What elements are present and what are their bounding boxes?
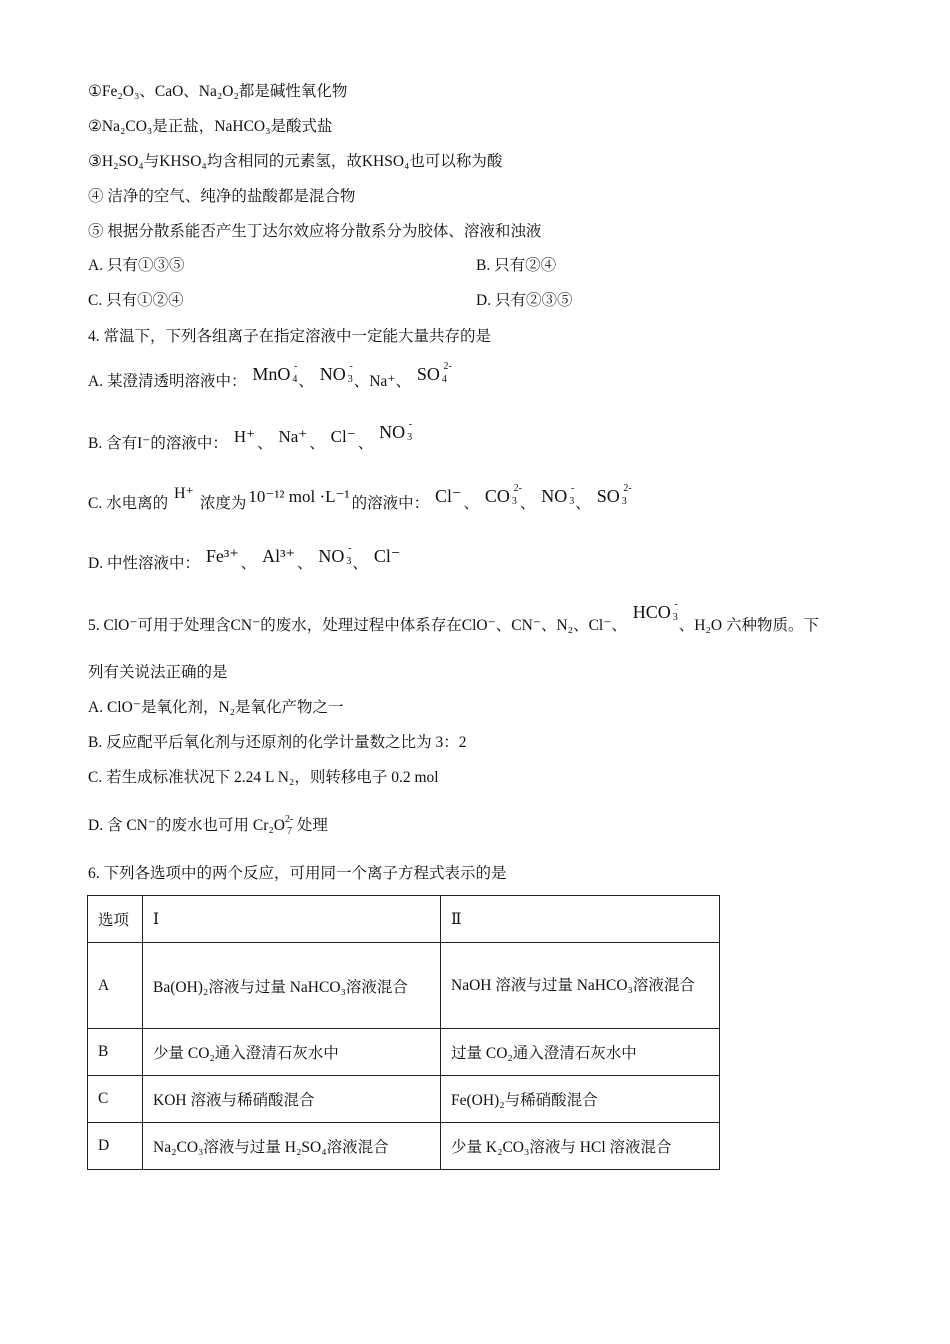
ion-no3-text: NO xyxy=(318,546,345,566)
q4-c-prefix: C. 水电离的 xyxy=(88,495,169,512)
header-option: 选项 xyxy=(88,896,143,943)
statement-2: ②Na₂CO₃是正盐，NaHCO₃是酸式盐 xyxy=(88,118,333,135)
cell-one: 少量 CO₂通入澄清石灰水中 xyxy=(143,1029,441,1076)
q5-d-suffix: 处理 xyxy=(293,817,328,834)
cr2o7-sup: 2- xyxy=(285,814,294,825)
q4-a-prefix: A. 某澄清透明溶液中： xyxy=(88,373,247,390)
ion-no3-sub: 3 xyxy=(569,496,575,507)
q3-option-a: A. 只有①③⑤ xyxy=(88,257,185,274)
ion-so3-sup: 2- xyxy=(623,483,632,494)
sep: 、 xyxy=(298,373,314,390)
ion-cl: Cl⁻ xyxy=(330,427,356,446)
ion-no3-sub: 3 xyxy=(347,374,353,385)
q4-option-a xyxy=(88,361,452,392)
ion-no3 xyxy=(318,543,352,567)
cell-two: 少量 K₂CO₃溶液与 HCl 溶液混合 xyxy=(441,1123,720,1170)
sep: 、 xyxy=(463,495,480,512)
ion-no3-sub: 3 xyxy=(346,556,352,567)
ion-so4 xyxy=(416,361,452,385)
q5-option-d xyxy=(88,816,328,836)
header-one: Ⅰ xyxy=(143,896,441,943)
q4-stem: 4. 常温下，下列各组离子在指定溶液中一定能大量共存的是 xyxy=(88,328,492,345)
q6-table xyxy=(87,895,720,1170)
cr2o7-sub: 7 xyxy=(287,826,293,837)
table-row xyxy=(88,943,720,1029)
ion-h: H⁺ xyxy=(173,485,194,502)
ion-no3-sup: - xyxy=(348,543,352,554)
sep: 、 xyxy=(297,555,313,572)
ion-so4-sup: 2- xyxy=(443,361,452,372)
sep: 、 xyxy=(575,495,591,512)
ion-hco3-text: HCO xyxy=(632,602,671,622)
q5-option-c: C. 若生成标准状况下 2.24 L N₂，则转移电子 0.2 mol xyxy=(88,769,439,786)
ion-no3 xyxy=(379,419,413,443)
ion-co3-text: CO xyxy=(484,486,510,506)
cell-two: 过量 CO₂通入澄清石灰水中 xyxy=(441,1029,720,1076)
q5-stem-text: 5. ClO⁻可用于处理含CN⁻的废水，处理过程中体系存在ClO⁻、CN⁻、N₂、Cl⁻、 xyxy=(88,617,627,634)
q5-stem-end: 、H₂O 六种物质。下 xyxy=(678,617,819,634)
ion-no3-text: NO xyxy=(541,486,568,506)
ion-mno4 xyxy=(252,361,298,385)
cell-one: KOH 溶液与稀硝酸混合 xyxy=(143,1076,441,1123)
ion-mno4-sup: - xyxy=(294,361,298,372)
q4-option-b xyxy=(88,419,413,454)
ion-hco3-sup: - xyxy=(674,599,678,610)
ion-hco3 xyxy=(632,599,678,623)
q3-option-b: B. 只有②④ xyxy=(476,257,557,274)
table-row xyxy=(88,1123,720,1170)
q4-c-mid: 浓度为 xyxy=(199,495,247,512)
table-row xyxy=(88,1076,720,1123)
statement-1: ①Fe₂O₃、CaO、Na₂O₂都是碱性氧化物 xyxy=(88,83,348,100)
q4-option-c xyxy=(88,483,632,514)
ion-mno4-sub: 4 xyxy=(292,374,298,385)
sep: 、 xyxy=(519,495,536,512)
ion-na: Na⁺ xyxy=(278,427,308,446)
ion-so3-sub: 3 xyxy=(621,496,627,507)
cell-two: Fe(OH)₂与稀硝酸混合 xyxy=(441,1076,720,1123)
ion-h: H⁺ xyxy=(233,427,256,446)
sep: 、 xyxy=(240,555,257,572)
ion-co3 xyxy=(484,483,522,507)
ion-co3-sup: 2- xyxy=(513,483,522,494)
ion-no3 xyxy=(541,483,575,507)
cell-two: NaOH 溶液与过量 NaHCO₃溶液混合 xyxy=(441,943,720,1029)
row-label: B xyxy=(88,1029,143,1076)
ion-al: Al³⁺ xyxy=(262,546,296,566)
sep: 、 xyxy=(257,435,273,452)
ion-so4-sub: 4 xyxy=(441,374,447,385)
q3-option-d: D. 只有②③⑤ xyxy=(476,292,573,309)
ion-cl: Cl⁻ xyxy=(373,546,401,566)
q5-option-a: A. ClO⁻是氧化剂，N₂是氧化产物之一 xyxy=(88,699,344,716)
cell-one: Ba(OH)₂溶液与过量 NaHCO₃溶液混合 xyxy=(143,943,441,1029)
ion-so3 xyxy=(596,483,632,507)
ion-so4-text: SO xyxy=(416,364,440,384)
q5-option-b: B. 反应配平后氧化剂与还原剂的化学计量数之比为 3：2 xyxy=(88,734,467,751)
ion-no3-sup: - xyxy=(570,483,575,494)
cell-one: Na₂CO₃溶液与过量 H₂SO₄溶液混合 xyxy=(143,1123,441,1170)
ion-hco3-sub: 3 xyxy=(672,612,678,623)
ion-mno4-text: MnO xyxy=(252,364,291,384)
q3-option-c: C. 只有①②④ xyxy=(88,292,184,309)
statement-4: ④ 洁净的空气、纯净的盐酸都是混合物 xyxy=(88,188,356,205)
q4-d-prefix: D. 中性溶液中： xyxy=(88,555,200,572)
ion-no3 xyxy=(319,361,353,385)
ion-no3-sup: - xyxy=(408,419,413,430)
ion-no3-sup: - xyxy=(349,361,353,372)
ion-no3-text: NO xyxy=(379,422,406,442)
ion-cl: Cl⁻ xyxy=(434,486,462,506)
row-label: C xyxy=(88,1076,143,1123)
statement-5: ⑤ 根据分散系能否产生丁达尔效应将分散系分为胶体、溶液和浊液 xyxy=(88,223,542,240)
row-label: D xyxy=(88,1123,143,1170)
row-label: A xyxy=(88,943,143,1029)
concentration: 10⁻¹² mol ·L⁻¹ xyxy=(248,487,350,506)
ion-co3-sub: 3 xyxy=(511,496,517,507)
statement-3: ③H₂SO₄与KHSO₄均含相同的元素氢，故KHSO₄也可以称为酸 xyxy=(88,153,503,170)
ion-so3-text: SO xyxy=(596,486,620,506)
header-two: Ⅱ xyxy=(441,896,720,943)
q5-d-prefix: D. 含 CN⁻的废水也可用 Cr₂O xyxy=(88,817,286,834)
sep: 、 xyxy=(352,555,368,572)
ion-no3-text: NO xyxy=(319,364,346,384)
ion-fe: Fe³⁺ xyxy=(205,546,239,566)
ion-no3-sub: 3 xyxy=(407,432,413,443)
q5-stem-line2: 列有关说法正确的是 xyxy=(88,664,228,681)
table-row xyxy=(88,1029,720,1076)
q4-b-prefix: B. 含有I⁻的溶液中： xyxy=(88,435,228,452)
sep: 、 xyxy=(357,435,374,452)
q6-stem: 6. 下列各选项中的两个反应，可用同一个离子方程式表示的是 xyxy=(88,865,507,882)
table-header-row xyxy=(88,896,720,943)
q4-option-d xyxy=(88,543,402,574)
q5-stem-line1 xyxy=(88,599,819,636)
sep: 、 xyxy=(309,435,325,452)
q4-c-suffix: 的溶液中： xyxy=(351,495,430,512)
na-plus: 、Na⁺、 xyxy=(353,373,411,390)
